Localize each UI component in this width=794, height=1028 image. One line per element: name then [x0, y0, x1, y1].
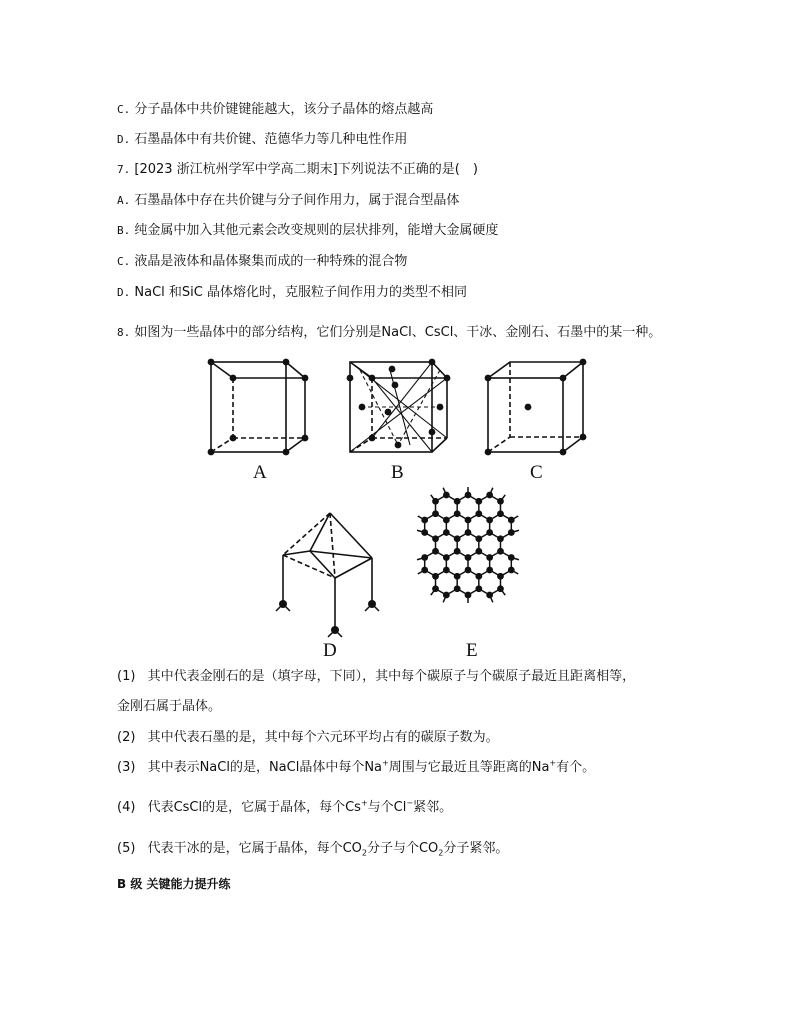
subquestion-3	[117, 759, 595, 777]
graphite-atom	[475, 548, 482, 555]
section-heading-b: B 级 关键能力提升练	[117, 877, 231, 891]
graphite-atom	[443, 492, 450, 499]
graphite-atom	[475, 585, 482, 592]
subquestion-text-a: 其中表示NaCl的是，NaCl晶体中每个Na	[147, 760, 383, 775]
superscript: +	[382, 758, 389, 768]
figure-label-d: D	[323, 640, 337, 661]
structure-d	[283, 513, 372, 630]
graphite-atom	[475, 535, 482, 542]
subquestion-1	[117, 668, 635, 686]
option-letter: B.	[117, 224, 131, 237]
graphite-atom	[454, 585, 461, 592]
graphite-atom	[497, 535, 504, 542]
graphite-atom	[432, 548, 439, 555]
superscript: +	[360, 798, 368, 808]
structure-c	[488, 362, 583, 452]
graphite-atom	[508, 567, 515, 574]
subquestion-text-c: 紧邻。	[413, 800, 453, 815]
subquestion-text-b: 分子与个CO	[366, 841, 439, 856]
graphite-atom	[432, 535, 439, 542]
option-text: NaCl 和SiC 晶体熔化时，克服粒子间作用力的类型不相同	[134, 285, 467, 300]
graphite-atom	[465, 529, 472, 536]
graphite-atom	[443, 567, 450, 574]
subquestion-1-cont	[117, 698, 221, 716]
graphite-atom	[486, 517, 493, 524]
graphite-atom	[454, 498, 461, 505]
option-letter: C.	[117, 255, 131, 268]
graphite-atom	[443, 554, 450, 561]
question-stem: 如图为一些晶体中的部分结构，它们分别是NaCl、CsCl、干冰、金刚石、石墨中的某一种。	[134, 325, 662, 340]
subquestion-number: (3)	[117, 760, 136, 775]
option-letter: D.	[117, 133, 131, 146]
graphite-atom	[432, 510, 439, 517]
question-stem: 下列说法不正确的是( )	[337, 162, 478, 177]
graphite-atom	[497, 548, 504, 555]
graphite-atom	[421, 517, 428, 524]
subquestion-number: (4)	[117, 800, 136, 815]
question-source: [2023 浙江杭州学军中学高二期末]	[134, 162, 338, 177]
option-text: 纯金属中加入其他元素会改变规则的层状排列，能增大金属硬度	[134, 223, 499, 238]
question-number: 8.	[117, 326, 131, 339]
structure-a	[211, 362, 305, 452]
subquestion-text-a: 代表干冰的是，它属于晶体，每个CO	[147, 841, 362, 856]
subquestion-4	[117, 799, 452, 817]
graphite-atom	[508, 529, 515, 536]
graphite-atom	[443, 529, 450, 536]
graphite-atom	[497, 585, 504, 592]
subquestion-2	[117, 729, 499, 747]
subquestion-number: (5)	[117, 841, 136, 856]
graphite-atom	[454, 535, 461, 542]
subquestion-text-b: 与个Cl	[367, 800, 407, 815]
subscript: 2	[361, 848, 367, 858]
option-letter: A.	[117, 194, 131, 207]
option-text: 分子晶体中共价键键能越大，该分子晶体的熔点越高	[134, 102, 434, 117]
graphite-atom	[421, 567, 428, 574]
structure-d-spikes	[276, 604, 379, 637]
graphite-atom	[497, 498, 504, 505]
graphite-atom	[475, 498, 482, 505]
subquestion-number: (1)	[117, 669, 136, 684]
graphite-atom	[465, 492, 472, 499]
graphite-atom	[421, 554, 428, 561]
graphite-atom	[432, 573, 439, 580]
subquestion-5	[117, 840, 508, 858]
structure-e	[417, 487, 519, 603]
graphite-atom	[486, 492, 493, 499]
figure-label-c: C	[530, 462, 543, 483]
graphite-atom	[486, 554, 493, 561]
subquestion-text: 金刚石属于晶体。	[117, 699, 222, 714]
option-text: 石墨晶体中有共价键、范德华力等几种电性作用	[134, 132, 408, 147]
graphite-atom	[443, 592, 450, 599]
graphite-atom	[486, 567, 493, 574]
option-letter: C.	[117, 103, 131, 116]
graphite-atom	[454, 510, 461, 517]
option-letter: D.	[117, 286, 131, 299]
graphite-atom	[486, 592, 493, 599]
figure-label-a: A	[253, 462, 267, 483]
graphite-atom	[475, 573, 482, 580]
subquestion-text-a: 代表CsCl的是，它属于晶体，每个Cs	[147, 800, 361, 815]
subquestion-text-b: 周围与它最近且等距离的Na	[388, 760, 550, 775]
graphite-atom	[454, 573, 461, 580]
superscript: +	[549, 758, 557, 768]
option-text: 液晶是液体和晶体聚集而成的一种特殊的混合物	[134, 254, 408, 269]
graphite-atom	[432, 585, 439, 592]
figure-label-e: E	[466, 640, 478, 661]
graphite-atom	[497, 573, 504, 580]
option-text: 石墨晶体中存在共价键与分子间作用力，属于混合型晶体	[134, 193, 460, 208]
graphite-atom	[465, 592, 472, 599]
subquestion-text: 其中代表石墨的是，其中每个六元环平均占有的碳原子数为。	[147, 730, 499, 745]
subscript: 2	[438, 848, 444, 858]
graphite-atom	[465, 554, 472, 561]
graphite-atom	[508, 554, 515, 561]
question-number: 7.	[117, 163, 131, 176]
graphite-atom	[443, 517, 450, 524]
subquestion-number: (2)	[117, 730, 136, 745]
graphite-atom	[421, 529, 428, 536]
graphite-atom	[465, 517, 472, 524]
graphite-atom	[508, 517, 515, 524]
graphite-atom	[432, 498, 439, 505]
atoms	[208, 359, 587, 634]
graphite-atom	[475, 510, 482, 517]
figure-label-b: B	[391, 462, 404, 483]
superscript: −	[406, 798, 414, 808]
graphite-atom	[497, 510, 504, 517]
subquestion-text-c: 有个。	[556, 760, 596, 775]
graphite-atom	[454, 548, 461, 555]
graphite-atom	[465, 567, 472, 574]
graphite-atom	[486, 529, 493, 536]
subquestion-text-c: 分子紧邻。	[443, 841, 509, 856]
subquestion-text: 其中代表金刚石的是（填字母，下同），其中每个碳原子与个碳原子最近且距离相等，	[147, 669, 636, 684]
